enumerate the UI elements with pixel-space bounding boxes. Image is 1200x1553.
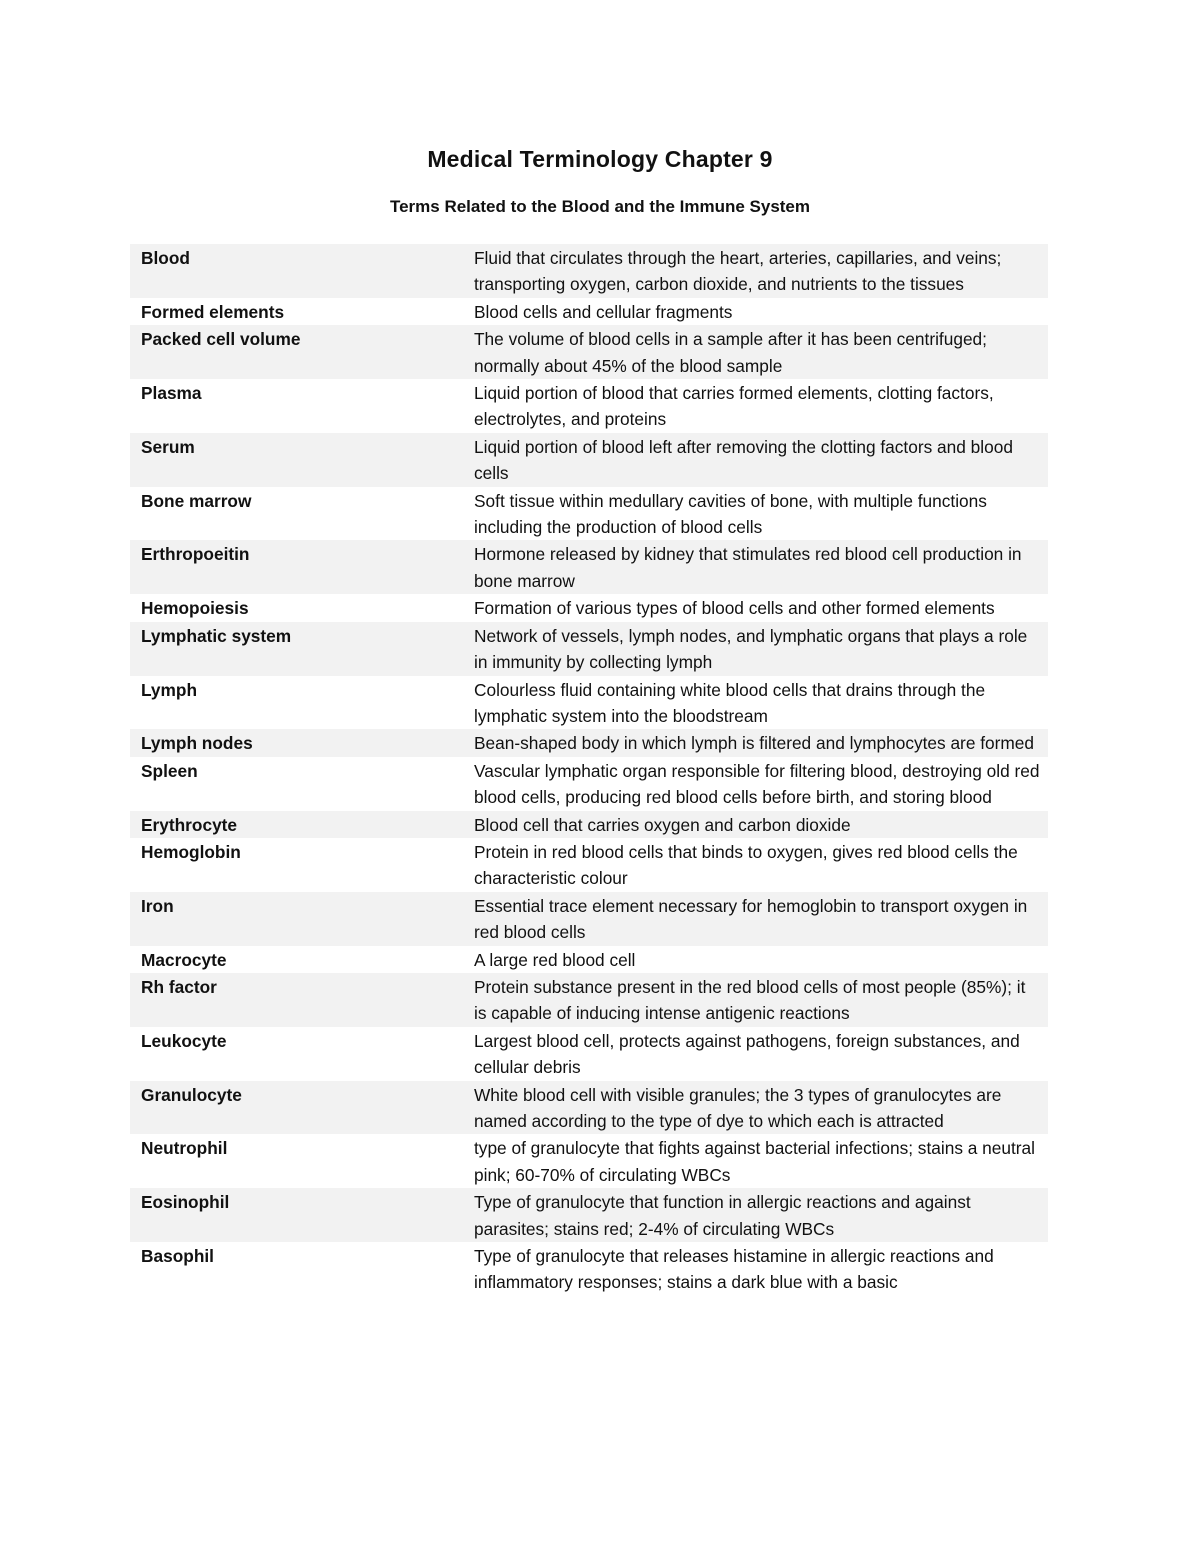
table-row [130,1081,1048,1135]
table-row [130,594,1048,621]
table-row [130,540,1048,594]
term-cell: Lymph nodes [130,729,462,756]
table-row [130,1242,1048,1296]
table-row [130,1027,1048,1081]
definition-cell: Formation of various types of blood cells and other formed elements [474,598,995,619]
table-row [130,757,1048,811]
term-cell: Erthropoeitin [130,540,462,594]
definition-cell: Protein substance present in the red blood cells of most people (85%); it is capable of inducing intense antigenic reactions [462,973,1048,1027]
table-row [130,892,1048,946]
definition-cell: Fluid that circulates through the heart, arteries, capillaries, and veins; transporting oxygen, carbon dioxide, and nutrients to the tissues [462,244,1048,298]
term-cell: Rh factor [130,973,462,1027]
table-row [130,946,1048,973]
definition-cell: Vascular lymphatic organ responsible for filtering blood, destroying old red blood cells, producing red blood cells before birth, and storing blood [474,760,1040,808]
table-row [130,676,1048,730]
table-row [130,1188,1048,1242]
table-row [130,838,1048,892]
table-row [130,1134,1048,1188]
term-cell: Bone marrow [141,490,252,511]
table-row [130,487,1048,541]
term-cell: Plasma [141,383,202,404]
term-cell: Erythrocyte [130,811,462,838]
table-row [130,244,1048,298]
term-cell: Packed cell volume [130,325,462,379]
terms-table [130,244,1048,1296]
table-row [130,973,1048,1027]
definition-cell: Soft tissue within medullary cavities of bone, with multiple functions including the production of blood cells [474,490,987,538]
term-cell: Macrocyte [141,949,227,970]
term-cell: Lymph [141,679,198,700]
table-row [130,379,1048,433]
term-cell: Spleen [141,760,198,781]
table-row [130,325,1048,379]
definition-cell: type of granulocyte that fights against bacterial infections; stains a neutral pink; 60-70% of circulating WBCs [474,1138,1036,1185]
definition-cell: White blood cell with visible granules; the 3 types of granulocytes are named according to the type of dye to which each is attracted [462,1081,1048,1135]
definition-cell: Type of granulocyte that function in allergic reactions and against parasites; stains red; 2-4% of circulating WBCs [462,1188,1048,1242]
definition-cell: Largest blood cell, protects against pathogens, foreign substances, and cellular debris [474,1030,1020,1078]
definition-cell: Bean-shaped body in which lymph is filtered and lymphocytes are formed [462,729,1048,756]
term-cell: Serum [130,433,462,487]
definition-cell: Liquid portion of blood that carries formed elements, clotting factors, electrolytes, and proteins [474,383,994,430]
term-cell: Iron [130,892,462,946]
term-cell: Granulocyte [130,1081,462,1135]
term-cell: Blood [130,244,462,298]
table-row [130,729,1048,756]
table-row [130,433,1048,487]
term-cell: Hemoglobin [141,841,241,862]
table-row [130,298,1048,325]
page-subtitle: Terms Related to the Blood and the Immune System [389,197,811,216]
definition-cell: Blood cell that carries oxygen and carbon dioxide [462,811,1048,838]
definition-cell: Colourless fluid containing white blood cells that drains through the lymphatic system into the bloodstream [474,679,986,726]
term-cell: Hemopoiesis [141,598,249,619]
page-title: Medical Terminology Chapter 9 [427,146,773,172]
definition-cell: Essential trace element necessary for hemoglobin to transport oxygen in red blood cells [462,892,1048,946]
table-row [130,811,1048,838]
definition-cell: Type of granulocyte that releases histamine in allergic reactions and inflammatory responses; stains a dark blue with a basic [474,1246,994,1293]
definition-cell: Network of vessels, lymph nodes, and lymphatic organs that plays a role in immunity by collecting lymph [462,622,1048,676]
definition-cell: Protein in red blood cells that binds to oxygen, gives red blood cells the characteristic colour [474,841,1018,889]
definition-cell: Liquid portion of blood left after removing the clotting factors and blood cells [462,433,1048,487]
definition-cell: Hormone released by kidney that stimulates red blood cell production in bone marrow [462,540,1048,594]
term-cell: Eosinophil [130,1188,462,1242]
term-cell: Lymphatic system [130,622,462,676]
definition-cell: Blood cells and cellular fragments [474,301,733,322]
term-cell: Neutrophil [141,1138,228,1159]
table-row [130,622,1048,676]
term-cell: Basophil [141,1246,214,1267]
term-cell: Leukocyte [141,1030,227,1051]
definition-cell: The volume of blood cells in a sample after it has been centrifuged; normally about 45% of the blood sample [462,325,1048,379]
definition-cell: A large red blood cell [474,949,636,970]
term-cell: Formed elements [141,301,285,322]
